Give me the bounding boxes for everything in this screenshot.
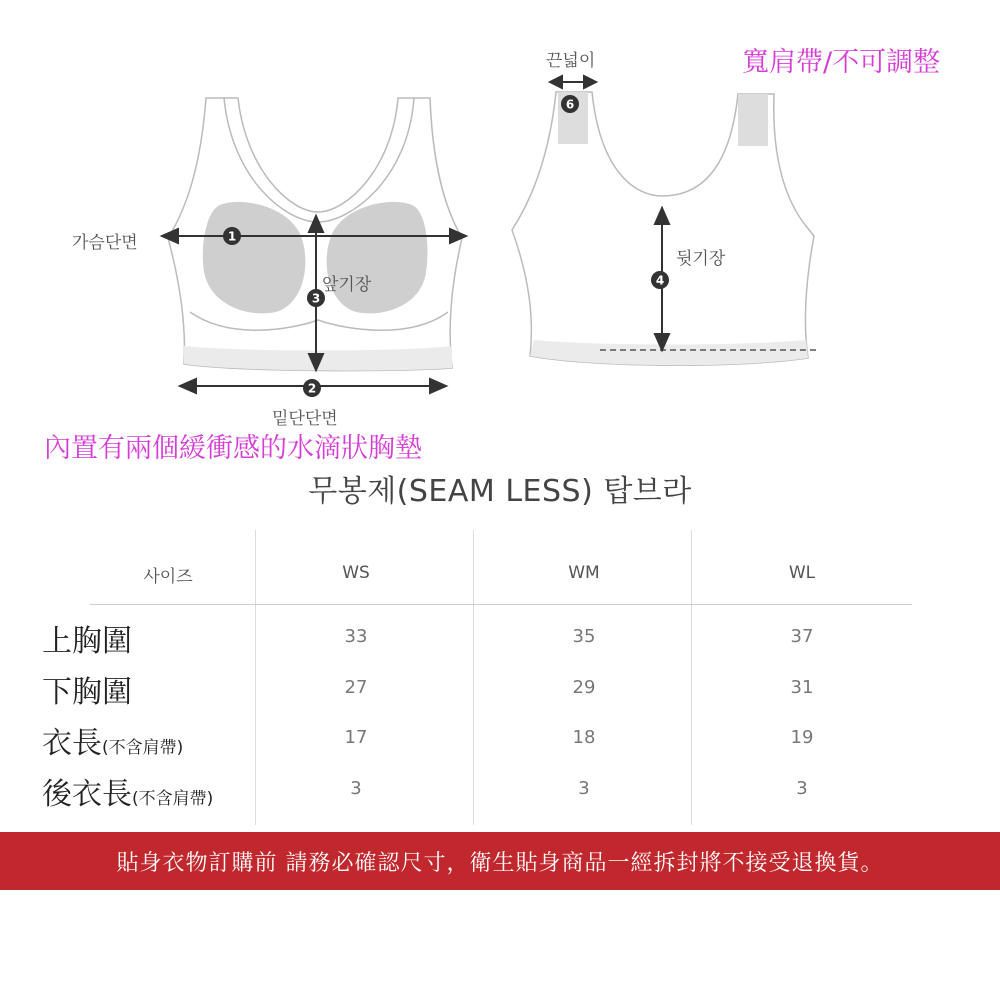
column-divider — [473, 530, 474, 825]
header-divider — [90, 604, 912, 605]
row-label-length: 衣長(不含肩帶) — [42, 726, 184, 761]
table-cell: 19 — [790, 727, 814, 748]
product-title: 무봉제(SEAM LESS) 탑브라 — [308, 474, 692, 509]
svg-text:6: 6 — [565, 97, 575, 112]
marker-4 — [651, 271, 669, 289]
column-header-ws: WS — [342, 563, 370, 583]
column-header-wm: WM — [568, 563, 600, 583]
column-header-wl: WL — [788, 563, 816, 583]
table-cell: 33 — [344, 626, 368, 647]
table-cell: 18 — [572, 727, 596, 748]
table-cell: 35 — [572, 626, 596, 647]
table-cell: 31 — [790, 677, 814, 698]
svg-text:4: 4 — [655, 273, 665, 288]
marker-6 — [561, 95, 579, 113]
row-label-under-bust: 下胸圍 — [42, 675, 132, 710]
pad-note: 內置有兩個緩衝感的水滴狀胸墊 — [44, 433, 422, 464]
table-cell: 37 — [790, 626, 814, 647]
table-cell: 17 — [344, 727, 368, 748]
table-cell: 29 — [572, 677, 596, 698]
wide-strap-note: 寬肩帶/不可調整 — [742, 47, 941, 78]
chest-width-label: 가슴단면 — [72, 233, 138, 253]
strap-width-label: 끈넓이 — [546, 51, 596, 71]
column-divider — [691, 530, 692, 825]
bottom-width-label: 밑단단면 — [272, 409, 338, 429]
row-label-back-length: 後衣長(不含肩帶) — [42, 777, 214, 812]
back-length-label: 뒷기장 — [676, 249, 726, 269]
marker-1 — [223, 227, 241, 245]
front-length-label: 앞기장 — [322, 275, 372, 295]
row-label-upper-bust: 上胸圍 — [42, 624, 132, 659]
table-cell: 27 — [344, 677, 368, 698]
svg-text:3: 3 — [311, 291, 321, 306]
table-cell: 3 — [350, 778, 362, 799]
table-cell: 3 — [578, 778, 590, 799]
svg-text:2: 2 — [307, 381, 317, 396]
column-divider — [255, 530, 256, 825]
size-header-label: 사이즈 — [143, 567, 193, 587]
table-cell: 3 — [796, 778, 808, 799]
svg-text:1: 1 — [227, 229, 237, 244]
notice-banner: 貼身衣物訂購前 請務必確認尺寸，衛生貼身商品一經拆封將不接受退換貨。 — [0, 832, 1000, 890]
marker-2 — [303, 379, 321, 397]
